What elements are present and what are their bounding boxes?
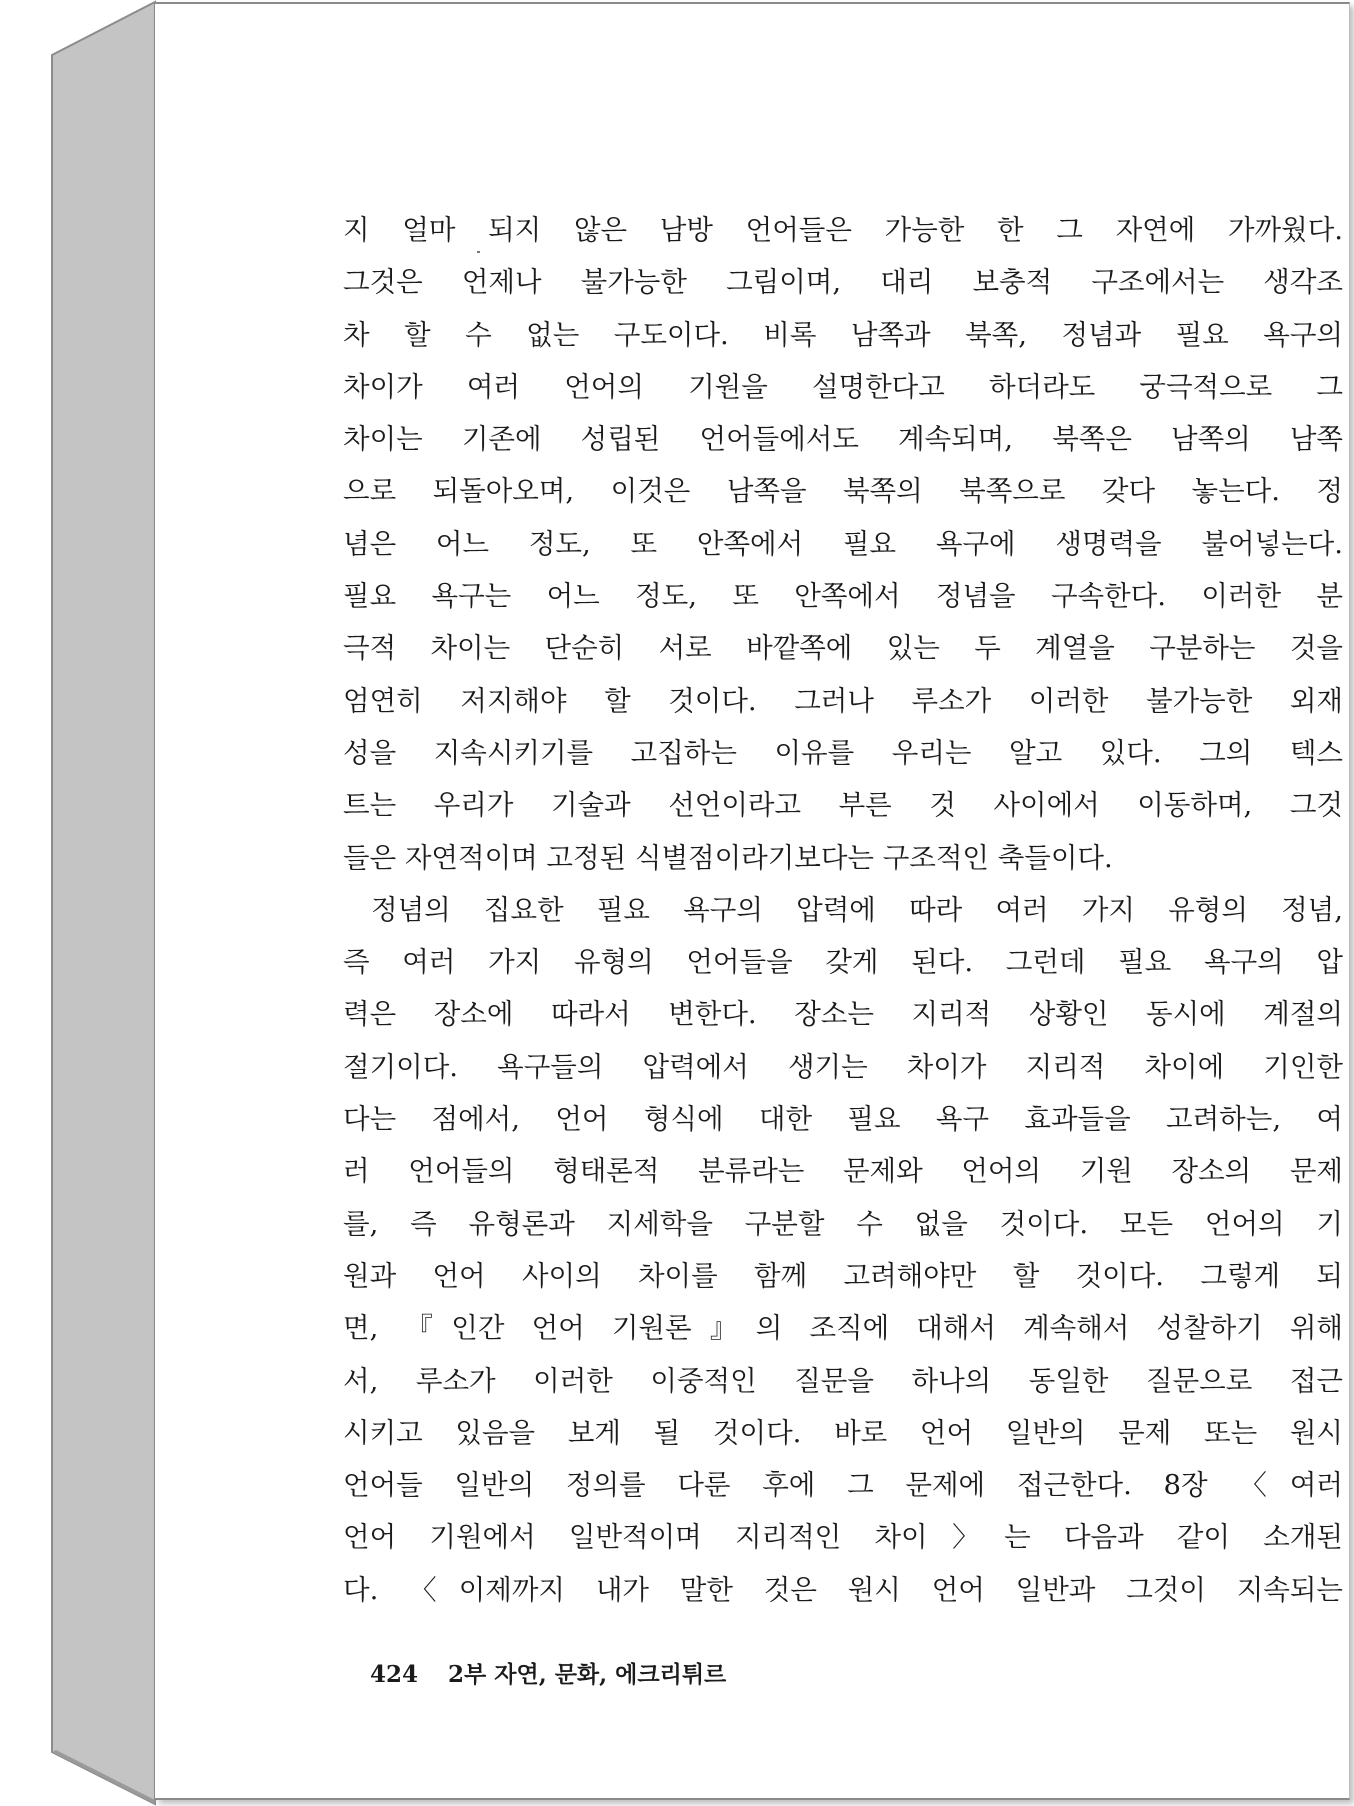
text-line: 차이는 기존에 성립된 언어들에서도 계속되며, 북쪽은 남쪽의 남쪽: [343, 423, 1343, 456]
text-line: 트는 우리가 기술과 선언이라고 부른 것 사이에서 이동하며, 그것: [343, 789, 1343, 822]
text-line: 으로 되돌아오며, 이것은 남쪽을 북쪽의 북쪽으로 갖다 놓는다. 정: [343, 475, 1343, 508]
text-line: 언어들 일반의 정의를 다룬 후에 그 문제에 접근한다. 8장 〈여러: [343, 1469, 1343, 1502]
text-line: 지 얼마 되지 않은 남방 언어들은 가능한 한 그 자연에 가까웠다.: [343, 214, 1343, 246]
text-line: 다. 〈이제까지 내가 말한 것은 원시 언어 일반과 그것이 지속되는: [343, 1573, 1343, 1606]
text-line: 러 언어들의 형태론적 분류라는 문제와 언어의 기원 장소의 문제: [343, 1155, 1343, 1188]
text-line: 성을 지속시키기를 고집하는 이유를 우리는 알고 있다. 그의 텍스: [343, 736, 1343, 769]
text-line: 언어 기원에서 일반적이며 지리적인 차이〉는 다음과 같이 소개된: [343, 1521, 1343, 1554]
book-page: [155, 2, 1350, 1800]
text-line: 즉 여러 가지 유형의 언어들을 갖게 된다. 그런데 필요 욕구의 압: [343, 946, 1343, 979]
book-spine: [0, 0, 160, 1806]
text-line: 다는 점에서, 언어 형식에 대한 필요 욕구 효과들을 고려하는, 여: [343, 1103, 1343, 1136]
text-line: 절기이다. 욕구들의 압력에서 생기는 차이가 지리적 차이에 기인한: [343, 1050, 1343, 1083]
text-line: 원과 언어 사이의 차이를 함께 고려해야만 할 것이다. 그렇게 되: [343, 1259, 1343, 1292]
text-line: 그것은 언제나 불가능한 그림이며, 대리 보충적 구조에서는 생각조: [343, 266, 1343, 299]
running-head: 2부 자연, 문화, 에크리튀르: [448, 1661, 727, 1688]
text-line: 극적 차이는 단순히 서로 바깥쪽에 있는 두 계열을 구분하는 것을: [343, 632, 1343, 665]
text-line: 시키고 있음을 보게 될 것이다. 바로 언어 일반의 문제 또는 원시: [343, 1416, 1343, 1449]
page-footer: [370, 1656, 726, 1689]
body-text: [343, 204, 1343, 1616]
page-number: 424: [370, 1661, 419, 1688]
text-line: 서, 루소가 이러한 이중적인 질문을 하나의 동일한 질문으로 접근: [343, 1364, 1343, 1397]
text-line: 차이가 여러 언어의 기원을 설명한다고 하더라도 궁극적으로 그: [343, 370, 1343, 403]
text-line: 를, 즉 유형론과 지세학을 구분할 수 없을 것이다. 모든 언어의 기: [343, 1207, 1343, 1240]
text-line: 엄연히 저지해야 할 것이다. 그러나 루소가 이러한 불가능한 외재: [343, 684, 1343, 717]
text-line: 들은 자연적이며 고정된 식별점이라기보다는 구조적인 축들이다.: [343, 841, 1113, 874]
text-line: 면, 『인간 언어 기원론』의 조직에 대해서 계속해서 성찰하기 위해: [343, 1312, 1343, 1345]
text-line: 필요 욕구는 어느 정도, 또 안쪽에서 정념을 구속한다. 이러한 분: [343, 580, 1343, 613]
text-line: 차 할 수 없는 구도이다. 비록 남쪽과 북쪽, 정념과 필요 욕구의: [343, 318, 1343, 351]
paragraph-start-line: 정념의 집요한 필요 욕구의 압력에 따라 여러 가지 유형의 정념,: [371, 893, 1343, 926]
book-side-shape: [0, 0, 160, 1806]
text-line: 력은 장소에 따라서 변한다. 장소는 지리적 상황인 동시에 계절의: [343, 998, 1343, 1031]
text-line: 념은 어느 정도, 또 안쪽에서 필요 욕구에 생명력을 불어넣는다.: [343, 527, 1343, 560]
